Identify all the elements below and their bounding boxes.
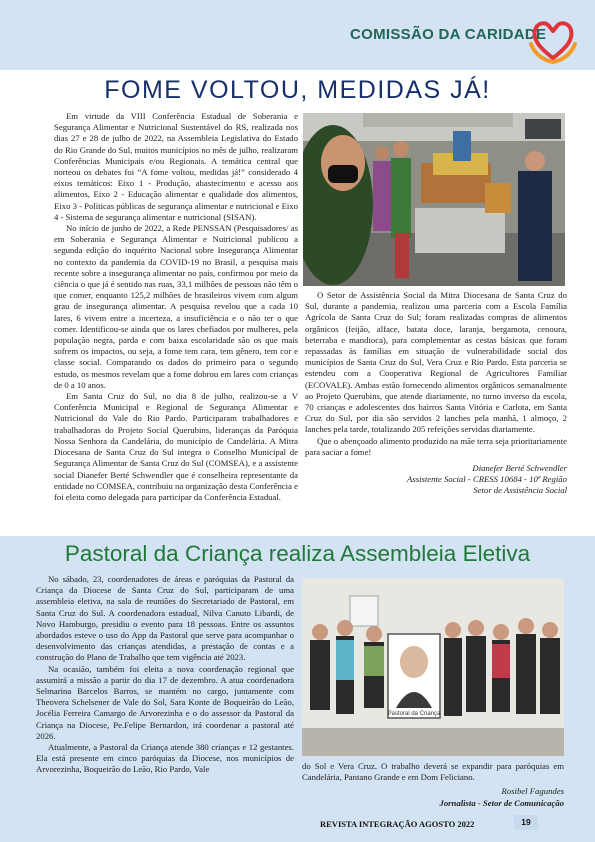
photo-banner-text: Pastoral da Criança: [387, 711, 441, 717]
signature-role: Jornalista - Setor de Comunicação: [439, 797, 564, 808]
signature-sector: Setor de Assistência Social: [473, 485, 567, 496]
article2-headline: Pastoral da Criança realiza Assembleia Eletiva: [64, 541, 531, 566]
page-number: 19: [514, 815, 538, 830]
paragraph: Na ocasião, também foi eleita a nova coordenação regional que assumirá a missão a partir do dia 17 de dezembro. A atua coordenadora Selmarina Barcelos Barros, se mantém no cargo, juntamente com Theovera Schelsener de Vale do Sol, Sara Konte de Boqueirão do Leão, Jocélia Ferreira Camargo de Arvorezinha e o do assessor da Pastoral da Criança na Diocese, Pe.Felipe Bernardon, irá coordenar a pastoral até 2026.: [36, 663, 294, 741]
signature-name: Dianefer Berté Schwendler: [472, 463, 567, 474]
signature-role: Assistente Social - CRESS 10684 - 10ª Região: [407, 474, 567, 485]
article1-column-right: [305, 290, 567, 497]
heart-hands-logo-icon: [527, 14, 579, 66]
signature-name: Rosibel Fagundes: [501, 786, 564, 797]
magazine-footer: REVISTA INTEGRAÇÃO AGOSTO 2022: [320, 819, 475, 829]
paragraph: No início de junho de 2022, a Rede PENSSAN (Pesquisadores/ as em Soberania e Segurança Alimentar e Nutricional publicou a segunda edição do inquérito Nacional sobre Insegurança Alimentar no contexto da pandemia da COVID-19 no Brasil, a pesquisa mais recente sobre a insegurança alimentar no país, confirmou por meio da ciência o que já é sentido nas ruas, 33,1 milhões de pessoas não têm o que comer, enquanto 125,2 milhões de brasileiros vivem com algum grau de insegurança alimentar. A pesquisa revelou que a cada 10 lares, 6 vivem entre a incerteza, a insuficiência e o não ter o que comer. Identificou-se ainda que os lares chefiados por mulheres, pela população negra, parda e com baixa escolaridade são os que mais sofrem os impactos, ou seja, a fome tem cara, tem gênero, tem cor e classe social. Comparando os dados do primeiro para o segundo estudo, os mesmos revelam que a fome dobrou em lares com crianças de 0 a 10 anos.: [54, 223, 298, 390]
article2-column-right: [302, 761, 564, 809]
paragraph: O Setor de Assistência Social da Mitra Diocesana de Santa Cruz do Sul, durante a pandemia, realizou uma parceria com a Escola Família Agrícola de Santa Cruz do Sul; foram realizadas compras de alimentos orgânicos (feijão, alface, batata doce, laranja, bergamota, cenoura, beterraba e mandioca), para complementar as cestas básicas que foram repassadas às famílias em situação de vulnerabilidade social dos municípios de Santa Cruz do Sul, Vera Cruz e Rio Pardo. Esta parceria se estendeu com a Cooperativa Regional de Agricultores Familiar (ECOVALE). Ambas estão fornecendo alimentos orgânicos semanalmente ao Projeto Querubins, que atende diariamente, no turno inverso da escola, 70 crianças e adolescentes dos bairros Santa Vitória e Carlota, em Santa Cruz do Sul, por dia são servidos 2 lanches pela manhã, 1 almoço, 2 lanches pela tarde, totalizando 205 refeições servidas diariamente.: [305, 290, 567, 435]
paragraph: Em virtude da VIII Conferência Estadual de Soberania e Segurança Alimentar e Nutricional Sustentável do RS, realizada nos dias 27 e 28 de julho de 2022, na Assembleia Legislativa do Estado do Rio Grande do Sul, muitos municípios no mês de julho, realizaram Conferências Municipais e/ou Regionais. A temática central que norteou os debates foi “A fome voltou, medidas já!” considerado 4 eixos temáticos: Eixo 1 - Produção, abastecimento e acesso aos alimentos, Eixo 2 - Educação alimentar e qualidade dos alimentos, Eixo 3 - Políticas públicas de segurança alimentar e nutricional e Eixo 4 - Sistema de segurança alimentar e nutricional (SISAN).: [54, 111, 298, 222]
article1-headline: FOME VOLTOU, MEDIDAS JÁ!: [104, 76, 491, 104]
assembly-group-photo: [302, 578, 564, 756]
paragraph: do Sol e Vera Cruz. O trabalho deverá se expandir para paróquias em Candelária, Pantano Grande e em Dom Feliciano.: [302, 761, 564, 783]
paragraph: Em Santa Cruz do Sul, no dia 8 de julho, realizou-se a V Conferência Municipal e Regional de Segurança Alimentar e Nutricional do Vale do Rio Pardo. Participaram trabalhadores e trabalhadoras do Projeto Social Querubins, lideranças da Paróquia Nossa Senhora da Candelária, do município de Candelária. A Mitra Diocesana de Santa Cruz do Sul integra o Conselho Municipal de Segurança Alimentar de Santa Cruz do Sul (COMSEA), e a assistente social Dianefer Berté Schwendler que é conselheira representante da entidade no COMSEA, contribuiu na organização desta Conferência e foi eleita como delegada para participar da Conferência Estadual.: [54, 391, 298, 502]
article1-column-left: [54, 111, 298, 503]
article2-column-left: [36, 574, 294, 776]
paragraph: Que o abençoado alimento produzido na mãe terra seja prioritariamente para saciar a fome!: [305, 435, 567, 457]
section-title: COMISSÃO DA CARIDADE: [350, 26, 547, 43]
paragraph: Atualmente, a Pastoral da Criança atende 380 crianças e 12 gestantes. Ela está presente em cinco paróquias da Diocese, nos municípios de Arvorezinha, Boqueirão do Leão, Rio Pardo, Vale: [36, 742, 294, 775]
food-distribution-photo: [303, 113, 565, 286]
paragraph: No sábado, 23, coordenadores de áreas e paróquias da Pastoral da Criança da Diocese de Santa Cruz do Sul, participaram de uma assembleia eletiva, na sala de reuniões do Secretariado de Pastoral, em Santa Cruz do Sul. A coordenadora estadual, Nilva Canuto Libardi, de Novo Hamburgo, presidiu o evento para 18 pessoas. Entre os assuntos abordados esteve o uso do App da Pastoral que serve para acompanhar o desenvolvimento das crianças atendidas, a prestação de contas e a construção do Plano de Trabalho que tem vigência até 2023.: [36, 574, 294, 663]
